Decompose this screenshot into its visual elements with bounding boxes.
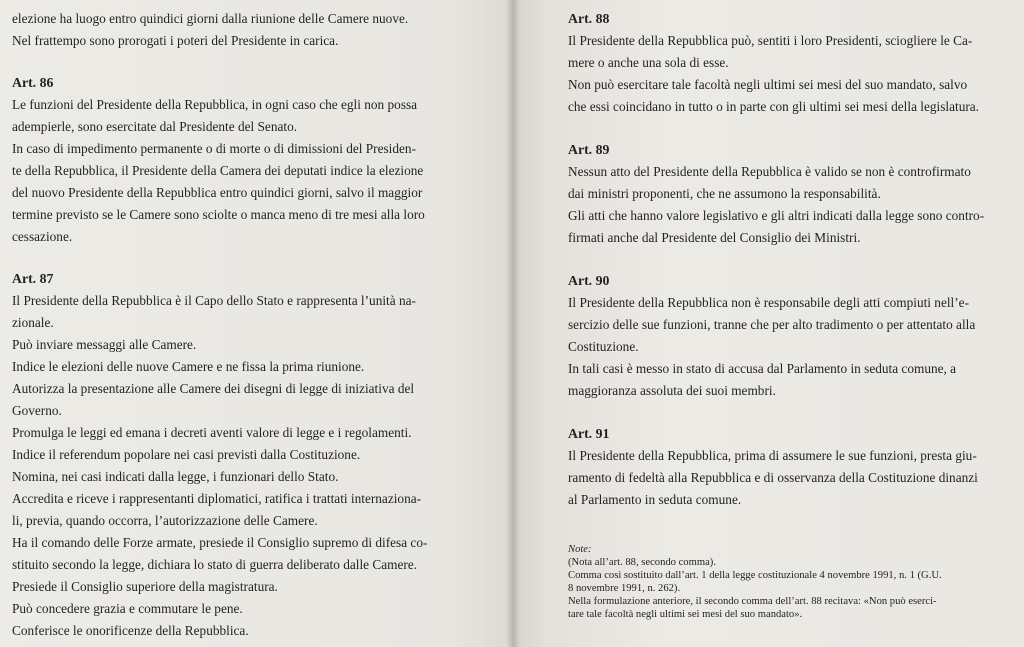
text-line: Presiede il Consiglio superiore della magistratura.: [12, 579, 278, 594]
text-line: te della Repubblica, il Presidente della Camera dei deputati indice la elezione: [12, 163, 424, 178]
text-line: Promulga le leggi ed emana i decreti aventi valore di legge e i regolamenti.: [12, 425, 412, 440]
intro-paragraph: [12, 8, 492, 52]
article-89: [568, 139, 1008, 249]
text-line: Può concedere grazia e commutare le pene.: [12, 601, 243, 616]
footnote-line: (Nota all’art. 88, secondo comma).: [568, 556, 716, 568]
article-title: Art. 89: [568, 142, 610, 157]
text-line: Conferisce le onorificenze della Repubblica.: [12, 623, 249, 638]
article-title: Art. 87: [12, 271, 54, 286]
text-line: zionale.: [12, 315, 54, 330]
article-91: [568, 423, 1008, 511]
text-line: Le funzioni del Presidente della Repubblica, in ogni caso che egli non possa: [12, 97, 418, 112]
text-line: Nel frattempo sono prorogati i poteri del Presidente in carica.: [12, 33, 339, 48]
text-line: Non può esercitare tale facoltà negli ultimi sei mesi del suo mandato, salvo: [568, 77, 968, 92]
text-line: al Parlamento in seduta comune.: [568, 492, 742, 507]
text-line: In caso di impedimento permanente o di morte o di dimissioni del Presiden-: [12, 141, 416, 156]
text-line: del nuovo Presidente della Repubblica entro quindici giorni, salvo il maggior: [12, 185, 423, 200]
text-line: Può inviare messaggi alle Camere.: [12, 337, 197, 352]
text-line: firmati anche dal Presidente del Consiglio dei Ministri.: [568, 230, 861, 245]
text-line: In tali casi è messo in stato di accusa dal Parlamento in seduta comune, a: [568, 361, 957, 376]
text-line: Il Presidente della Repubblica può, sentiti i loro Presidenti, sciogliere le Ca-: [568, 33, 973, 48]
article-title: Art. 88: [568, 11, 610, 26]
text-line: Indice il referendum popolare nei casi previsti dalla Costituzione.: [12, 447, 361, 462]
article-86: [12, 72, 492, 248]
footnote-label: Note:: [568, 544, 592, 555]
footnote-line: Comma così sostituito dall’art. 1 della legge costituzionale 4 novembre 1991, n. 1 (G.U.: [568, 569, 942, 581]
text-line: adempierle, sono esercitate dal Presidente del Senato.: [12, 119, 298, 134]
article-90: [568, 270, 1008, 402]
text-line: Accredita e riceve i rappresentanti diplomatici, ratifica i trattati internaziona-: [12, 491, 422, 506]
footnote-line: tare tale facoltà negli ultimi sei mesi del suo mandato».: [568, 608, 803, 620]
text-line: Ha il comando delle Forze armate, presiede il Consiglio supremo di difesa co-: [12, 535, 428, 550]
text-line: Indice le elezioni delle nuove Camere e ne fissa la prima riunione.: [12, 359, 365, 374]
text-line: maggioranza assoluta dei suoi membri.: [568, 383, 776, 398]
article-87: [12, 268, 492, 642]
text-line: Costituzione.: [568, 339, 639, 354]
article-title: Art. 86: [12, 75, 54, 90]
text-line: stituito secondo la legge, dichiara lo stato di guerra deliberato dalle Camere.: [12, 557, 418, 572]
text-line: Nessun atto del Presidente della Repubblica è valido se non è controfirmato: [568, 164, 971, 179]
text-line: mere o anche una sola di esse.: [568, 55, 729, 70]
text-line: Il Presidente della Repubblica non è responsabile degli atti compiuti nell’e-: [568, 295, 970, 310]
text-line: Il Presidente della Repubblica è il Capo dello Stato e rappresenta l’unità na-: [12, 293, 416, 308]
text-line: termine previsto se le Camere sono sciolte o manca meno di tre mesi alla loro: [12, 207, 425, 222]
text-line: cessazione.: [12, 229, 73, 244]
text-line: Autorizza la presentazione alle Camere dei disegni di legge di iniziativa del: [12, 381, 415, 396]
text-line: Il Presidente della Repubblica, prima di assumere le sue funzioni, presta giu-: [568, 448, 977, 463]
article-title: Art. 90: [568, 273, 610, 288]
text-line: che essi coincidano in tutto o in parte con gli ultimi sei mesi della legislatura.: [568, 99, 979, 114]
text-line: ramento di fedeltà alla Repubblica e di osservanza della Costituzione dinanzi: [568, 470, 978, 485]
text-line: Nomina, nei casi indicati dalla legge, i funzionari dello Stato.: [12, 469, 339, 484]
text-line: Governo.: [12, 403, 62, 418]
text-line: dai ministri proponenti, che ne assumono la responsabilità.: [568, 186, 881, 201]
right-page: [512, 0, 1024, 647]
article-88: [568, 8, 1008, 118]
text-line: li, previa, quando occorra, l’autorizzazione delle Camere.: [12, 513, 318, 528]
text-line: Gli atti che hanno valore legislativo e gli altri indicati dalla legge sono contro-: [568, 208, 985, 223]
footnote: [568, 544, 1018, 621]
text-line: sercizio delle sue funzioni, tranne che per alto tradimento o per attentato alla: [568, 317, 976, 332]
footnote-line: 8 novembre 1991, n. 262).: [568, 582, 681, 594]
footnote-line: Nella formulazione anteriore, il secondo comma dell’art. 88 recitava: «Non può eserci-: [568, 595, 937, 607]
text-line: elezione ha luogo entro quindici giorni dalla riunione delle Camere nuove.: [12, 11, 409, 26]
article-title: Art. 91: [568, 426, 610, 441]
